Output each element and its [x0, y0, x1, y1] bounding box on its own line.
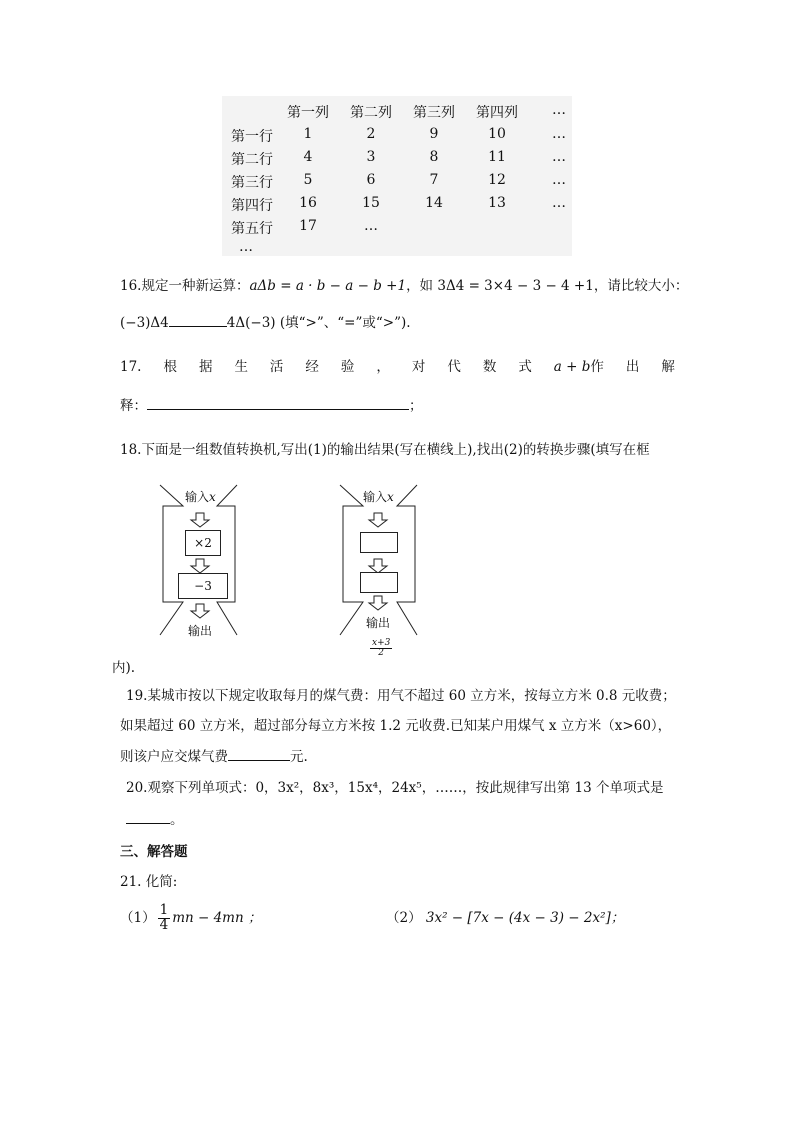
q17-char: 验 [340, 359, 355, 375]
row-label: 第一行 [231, 129, 273, 145]
part-label: （1） [120, 910, 156, 926]
fraction-denominator: 4 [159, 916, 169, 933]
table-cell: 6 [366, 172, 376, 188]
question-18: 18.下面是一组数值转换机,写出(1)的输出结果(写在横线上),找出(2)的转换步骤(填写在框 [120, 442, 650, 458]
table-cell: 16 [299, 195, 317, 211]
q19-text: 则该户应交煤气费 [120, 749, 228, 765]
q17-char: 式 [518, 359, 532, 375]
machine-frame-right [397, 485, 417, 635]
question-20-line2 [126, 810, 184, 830]
table-cell: … [364, 218, 378, 234]
row-label-ellipsis: … [239, 239, 253, 255]
question-number: 16. [120, 278, 142, 294]
machine1-output: 输出 [188, 624, 213, 638]
q16-text: 规定一种新运算： [141, 278, 250, 294]
machine-frame-right [217, 485, 237, 635]
number-table [222, 96, 572, 256]
table-cell: 15 [362, 195, 380, 211]
q17-char: 对 [411, 359, 426, 375]
answer-blank[interactable] [169, 314, 227, 327]
fraction-numerator: x+3 [372, 638, 391, 648]
table-cell: 8 [429, 149, 439, 165]
q17-char: 据 [198, 359, 213, 375]
q17-char: 生 [234, 359, 248, 375]
table-cell: 4 [303, 149, 313, 165]
q17-char: 数 [482, 359, 497, 375]
fraction-denominator: 2 [378, 648, 385, 658]
q19-text: 元. [290, 749, 308, 765]
answer-blank[interactable] [147, 397, 409, 410]
col-header: 第三列 [413, 105, 455, 121]
row-label: 第二行 [231, 152, 273, 168]
q16-left-expr: (−3)Δ4 [120, 315, 169, 331]
table-cell: 3 [366, 149, 376, 165]
expression: mn − 4mn ； [172, 910, 262, 926]
section-title: 三、解答题 [120, 844, 188, 860]
q17-char: 作 [590, 359, 604, 375]
question-17 [120, 357, 675, 377]
question-19-line1: 19.某城市按以下规定收取每月的煤气费：用气不超过 60 立方米，按每立方米 0.8 元收费； [126, 688, 676, 704]
q17-char: 根 [163, 359, 177, 375]
question-21-part2 [386, 908, 624, 928]
table-cell: 11 [488, 149, 506, 165]
q17-text: ； [409, 398, 423, 414]
question-number: 17. [120, 359, 142, 375]
table-cell: 9 [429, 126, 439, 142]
table-cell: … [552, 149, 566, 165]
row-label: 第四行 [231, 198, 273, 214]
machine2-input [363, 488, 394, 505]
table-cell: 10 [488, 126, 506, 142]
q16-right-expr: 4Δ(−3) [226, 315, 276, 331]
row-label: 第五行 [231, 221, 273, 237]
down-arrow-icon [369, 596, 387, 610]
table-cell: 13 [488, 195, 506, 211]
answer-blank[interactable] [228, 748, 290, 761]
part-label: （2） [386, 910, 422, 926]
q17-text: 释： [120, 398, 147, 414]
fraction-numerator: 1 [159, 902, 169, 918]
answer-blank[interactable] [126, 811, 170, 824]
q17-char: 解 [661, 359, 675, 375]
machine2-output: 输出 [366, 616, 391, 630]
table-cell: 12 [488, 172, 506, 188]
input-label: 输入 [363, 490, 388, 504]
question-19-line2: 如果超过 60 立方米，超过部分每立方米按 1.2 元收费.已知某户用煤气 x 立方米（x>60）， [120, 718, 672, 734]
q16-text: ，请比较大小： [593, 278, 689, 294]
question-16 [120, 276, 688, 296]
down-arrow-icon [191, 604, 209, 618]
table-cell: 7 [429, 172, 439, 188]
table-cell: … [552, 126, 566, 142]
question-20-line1: 20.观察下列单项式：0，3x²，8x³，15x⁴，24x⁵，……，按此规律写出第 13 个单项式是 [126, 780, 664, 796]
q16-text: ，如 [406, 278, 434, 294]
question-16-line2 [120, 313, 411, 333]
q20-text: 。 [170, 812, 184, 828]
answer-box-step-2[interactable] [360, 572, 398, 593]
expression: 3x² − [7x − (4x − 3) − 2x²]； [425, 910, 625, 926]
q17-char: 活 [269, 359, 284, 375]
table-cell: 14 [425, 195, 443, 211]
question-17-line2 [120, 396, 423, 416]
question-18-tail: 内). [112, 660, 136, 676]
q17-char: 代 [447, 359, 461, 375]
down-arrow-icon [369, 513, 387, 527]
col-header: 第二列 [350, 105, 392, 121]
machine1-input [185, 488, 216, 505]
input-variable: x [387, 490, 394, 504]
machine-frame-left [160, 485, 183, 635]
q17-expression: a + b [553, 359, 591, 375]
table-cell: 17 [299, 218, 317, 234]
operation-box-subtract: −3 [178, 573, 228, 599]
q16-hint: (填“>”、“=”或“>”). [279, 315, 411, 331]
down-arrow-icon [369, 559, 387, 573]
q17-char: ， [376, 359, 390, 375]
q16-example: 3Δ4 = 3×4 − 3 − 4 +1 [437, 278, 594, 294]
operation-box-multiply: ×2 [185, 530, 221, 556]
q17-char: 经 [305, 359, 319, 375]
down-arrow-icon [191, 513, 209, 527]
input-variable: x [209, 490, 216, 504]
table-cell: 2 [366, 126, 376, 142]
answer-box-step-1[interactable] [360, 532, 398, 553]
col-header: 第四列 [476, 105, 518, 121]
table-cell: … [552, 172, 566, 188]
table-cell: 1 [303, 126, 313, 142]
fraction [158, 904, 171, 932]
input-label: 输入 [185, 490, 210, 504]
down-arrow-icon [191, 559, 209, 573]
row-label: 第三行 [231, 175, 273, 191]
table-cell: 5 [303, 172, 313, 188]
col-header: 第一列 [287, 105, 329, 121]
question-19-line3 [120, 747, 308, 767]
q17-char: 出 [625, 359, 640, 375]
machine2-result [370, 639, 392, 658]
question-21-part1 [120, 900, 261, 936]
col-header: … [552, 102, 566, 118]
table-cell: … [552, 195, 566, 211]
machine-frame-left [340, 485, 363, 635]
q16-definition: aΔb = a · b − a − b +1 [249, 278, 407, 294]
question-21-title: 21. 化简: [120, 874, 178, 890]
